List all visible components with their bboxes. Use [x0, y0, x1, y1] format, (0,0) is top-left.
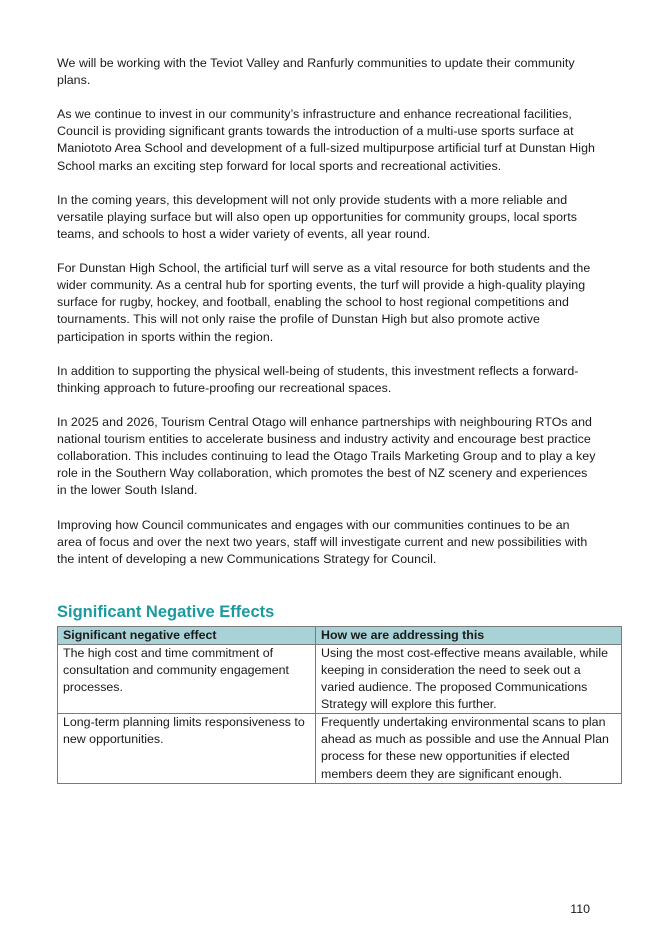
- paragraph-coming-years: In the coming years, this development will not only provide students with a more reliable and versatile playing surface but will also open up opportunities for community groups, local sports teams, and schools to host a wider variety of events, all year round.: [57, 192, 577, 241]
- paragraph-dunstan-turf: For Dunstan High School, the artificial turf will serve as a vital resource for both students and the wider community. As a central hub for sporting events, the turf will provide a high-quality playing surface for rugby, hockey, and football, enabling the school to host regional competitions and tournaments. This will not only raise the profile of Dunstan High but also promote active participation in sports within the region.: [57, 261, 591, 344]
- table-cell-addressing: Frequently undertaking environmental scans to plan ahead as much as possible and use the Annual Plan process for these new opportunities if elected members deem they are significant enough.: [316, 714, 622, 783]
- page-content: [57, 55, 609, 784]
- paragraph-sports-grants: As we continue to invest in our community’s infrastructure and enhance recreational facilities, Council is providing significant grants towards the introduction of a multi-use sports surface at Maniototo Area School and development of a full-sized multipurpose artificial turf at Dunstan High School marks an exciting step forward for local sports and recreational activities.: [57, 107, 595, 173]
- paragraph-wellbeing: In addition to supporting the physical well-being of students, this investment reflects a forward-thinking approach to future-proofing our recreational spaces.: [57, 363, 579, 395]
- table-row: [58, 714, 622, 783]
- paragraph-communications: Improving how Council communicates and engages with our communities continues to be an area of focus and over the next two years, staff will investigate current and new possibilities with the intent of developing a new Communications Strategy for Council.: [57, 517, 588, 566]
- negative-effects-table: [57, 626, 622, 784]
- table-header-addressing: How we are addressing this: [316, 626, 622, 644]
- page-number: 110: [570, 902, 590, 916]
- section-heading: Significant Negative Effects: [57, 602, 275, 621]
- table-cell-effect: Long-term planning limits responsiveness to new opportunities.: [58, 714, 316, 783]
- table-cell-addressing: Using the most cost-effective means available, while keeping in consideration the need to seek out a varied audience. The proposed Communications Strategy will explore this further.: [316, 644, 622, 713]
- table-header-effect: Significant negative effect: [58, 626, 316, 644]
- table-cell-effect: The high cost and time commitment of consultation and community engagement processes.: [58, 644, 316, 713]
- paragraph-community-plans: We will be working with the Teviot Valley and Ranfurly communities to update their community plans.: [57, 56, 575, 88]
- table-header-row: [58, 626, 622, 644]
- table-row: [58, 644, 622, 713]
- paragraph-tourism: In 2025 and 2026, Tourism Central Otago will enhance partnerships with neighbouring RTOs and national tourism entities to accelerate business and industry activity and encourage best practice collaboration. This includes continuing to lead the Otago Trails Marketing Group and to play a key role in the Southern Way collaboration, which promotes the best of NZ scenery and experiences in the lower South Island.: [57, 414, 596, 498]
